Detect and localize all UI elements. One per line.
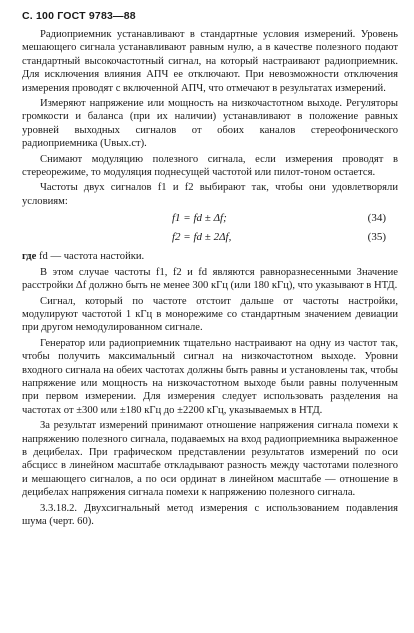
where-prefix: где	[22, 251, 37, 263]
paragraph-1: Радиоприемник устанавливают в стандартные условия измерений. Уровень мешающего сигнала устанавливают равным нулю, а в качестве полезного подают стандартный высокочастотный сигнал, на который настраивают радиоприемник. Для исключения влияния АПЧ ее отключают. При невозможности отключения измерения проводят с включенной АПЧ, что отмечают в результатах измерений.	[22, 29, 398, 94]
paragraph-5: В этом случае частоты f1, f2 и fd являются равноразнесенными Значение расстройки Δf должно быть не менее 300 кГц (или 180 кГц), что указывают в НТД.	[22, 266, 398, 292]
paragraph-2: Измеряют напряжение или мощность на низкочастотном выходе. Регуляторы громкости и баланса (при их наличии) устанавливают в положение равных уровней выходных сигналов от обоих каналов стереофонического радиоприемника (Uвых.ст).	[22, 98, 398, 150]
formula-35	[22, 229, 398, 248]
formula-34-expression: f1 = fd ± Δf;	[172, 212, 227, 225]
where-text: fd — частота настойки.	[39, 251, 145, 263]
formula-35-number: (35)	[367, 231, 386, 244]
where-clause	[22, 250, 398, 263]
paragraph-9: 3.3.18.2. Двухсигнальный метод измерения с использованием подавления шума (черт. 60).	[22, 502, 398, 527]
paragraph-3: Снимают модуляцию полезного сигнала, если измерения проводят в стереорежиме, то модуляция поднесущей частотой или пилот-тоном остается.	[22, 153, 398, 179]
paragraph-6: Сигнал, который по частоте отстоит дальше от частоты настройки, модулируют частотой 1 кГц в монорежиме со стандартным значением девиации при другом немодулированном сигнале.	[22, 295, 398, 334]
paragraph-7: Генератор или радиоприемник тщательно настраивают на одну из частот так, чтобы получить максимальный сигнал на низкочастотном выходе. Уровни входного сигнала на обеих частотах должны быть равны и установлены так, чтобы напряжение или мощность на низкочастотном выходе были равны полученным при первом измерении. Для измерения следует использовать разделения на частотах от ±300 или ±180 кГц до ±2200 кГц, указываемых в НТД.	[22, 337, 398, 416]
formula-34-number: (34)	[367, 212, 386, 225]
formula-35-expression: f2 = fd ± 2Δf,	[172, 231, 232, 244]
page-header: С. 100 ГОСТ 9783—88	[22, 10, 136, 22]
paragraph-8: За результат измерений принимают отношение напряжения сигнала помехи к напряжению полезного сигнала, подаваемых на вход радиоприемника выраженное в децибелах. При графическом представлении результатов измерений по оси абсцисс в линейном масштабе откладывают разность между частотами полезного и мешающего сигналов, а по оси ординат в линейном масштабе — отношение в децибелах напряжения сигнала помехи к напряжению полезного сигнала.	[22, 420, 398, 499]
paragraph-4: Частоты двух сигналов f1 и f2 выбирают так, чтобы они удовлетворяли условиям:	[22, 182, 398, 207]
formula-34	[22, 210, 398, 229]
